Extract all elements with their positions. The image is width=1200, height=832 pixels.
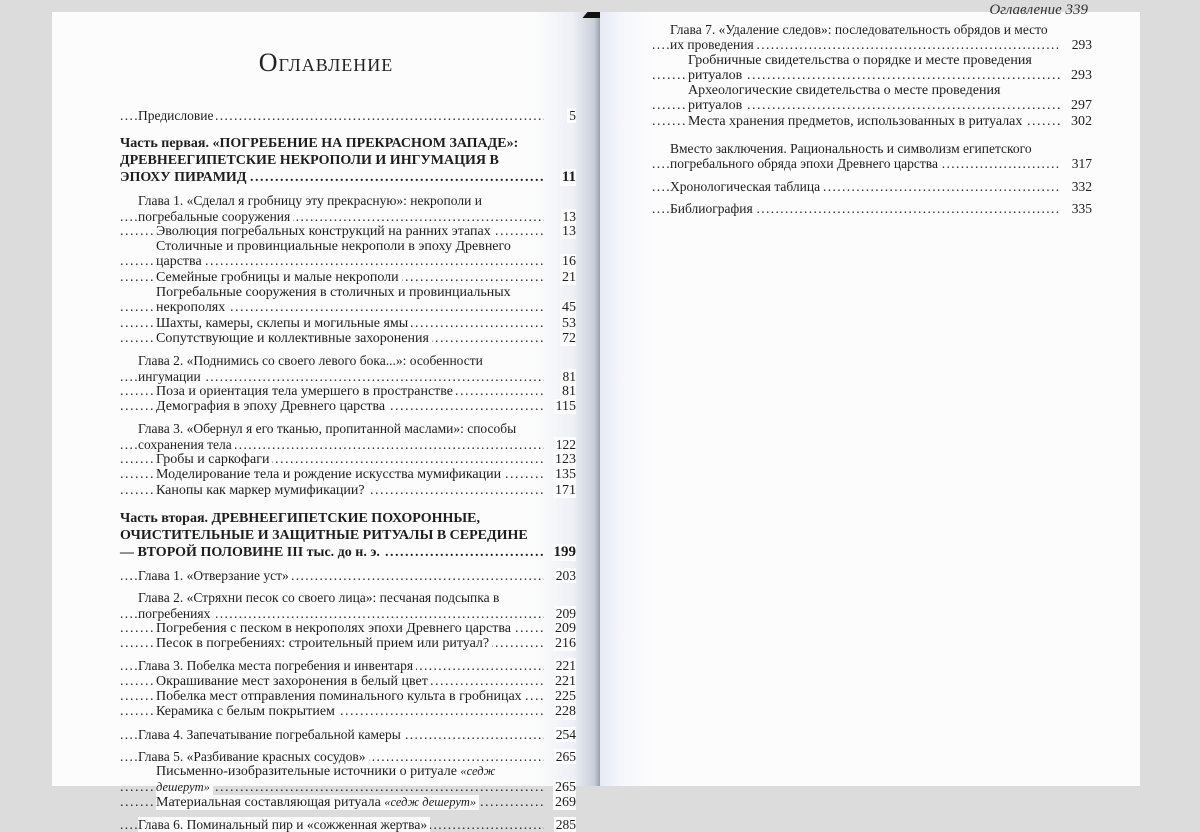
running-header: Оглавление 339 bbox=[989, 2, 1088, 18]
toc-page-number: 228 bbox=[555, 704, 576, 720]
toc-entry-title bbox=[120, 511, 528, 560]
toc-entry-title-text: Хронологическая таблица bbox=[670, 178, 821, 194]
toc-entry-title-text: Материальная составляющая ритуала bbox=[156, 794, 385, 810]
toc-entry-title bbox=[138, 727, 404, 742]
toc-page-number: 16 bbox=[562, 254, 576, 270]
toc-heading: Оглавление bbox=[258, 48, 394, 77]
toc-entry-title bbox=[138, 193, 482, 223]
toc-page-number: 21 bbox=[562, 269, 576, 285]
toc-entry-title bbox=[156, 636, 492, 651]
toc-section-entry[interactable] bbox=[120, 636, 576, 651]
toc-chapter-entry[interactable] bbox=[120, 108, 576, 123]
toc-section-entry[interactable] bbox=[120, 704, 576, 719]
toc-section-entry[interactable] bbox=[120, 467, 576, 482]
toc-section-entry[interactable] bbox=[120, 621, 576, 636]
toc-entry-title bbox=[138, 421, 516, 451]
toc-page-number: 293 bbox=[1071, 37, 1092, 53]
toc-list-left bbox=[120, 108, 576, 832]
toc-section-entry[interactable] bbox=[120, 316, 576, 331]
toc-entry-title bbox=[156, 224, 494, 239]
toc-page-number: 72 bbox=[562, 330, 576, 346]
toc-entry-title bbox=[156, 467, 504, 482]
toc-entry-title-text: Часть первая. «ПОГРЕБЕНИЕ НА ПРЕКРАСНОМ ЗАПАДЕ»: ДРЕВНЕЕГИПЕТСКИЕ НЕКРОПОЛИ И ИНГУМАЦИЯ В ЭПОХУ ПИРАМИД bbox=[120, 136, 519, 186]
toc-entry-title-text: Археологические свидетельства о месте проведения ритуалов bbox=[688, 83, 1001, 114]
toc-entry-title-text: Песок в погребениях: строительный прием или ритуал? bbox=[156, 636, 490, 652]
toc-page-number: 203 bbox=[555, 567, 576, 583]
toc-entry-title bbox=[138, 817, 430, 832]
toc-chapter-entry[interactable] bbox=[652, 22, 1092, 53]
toc-chapter-entry[interactable] bbox=[120, 353, 576, 384]
toc-entry-title-text: Часть вторая. ДРЕВНЕЕГИПЕТСКИЕ ПОХОРОННЫЕ, ОЧИСТИТЕЛЬНЫЕ И ЗАЩИТНЫЕ РИТУАЛЫ В СЕРЕДИНЕ — ВТОРОЙ ПОЛОВИНЕ III тыс. до н. э. bbox=[120, 510, 528, 560]
toc-entry-title bbox=[670, 141, 1032, 171]
toc-page-number: 45 bbox=[562, 300, 576, 316]
toc-entry-title bbox=[156, 795, 479, 810]
toc-section-entry[interactable] bbox=[652, 114, 1092, 129]
toc-section-entry[interactable] bbox=[120, 384, 576, 399]
toc-page-number: 335 bbox=[1071, 200, 1092, 216]
toc-page-number: 221 bbox=[555, 658, 576, 674]
toc-entry-title bbox=[156, 384, 456, 399]
toc-page-number: 11 bbox=[561, 169, 576, 186]
toc-page-number: 332 bbox=[1071, 178, 1092, 194]
toc-page-number: 225 bbox=[555, 689, 576, 705]
toc-section-entry[interactable] bbox=[120, 224, 576, 239]
toc-section-entry[interactable] bbox=[120, 764, 576, 795]
toc-entry-title-text: Моделирование тела и рождение искусства мумификации bbox=[156, 467, 502, 483]
toc-part-entry[interactable] bbox=[120, 510, 576, 561]
toc-section-entry[interactable] bbox=[120, 795, 576, 810]
toc-entry-title bbox=[156, 452, 272, 467]
toc-entry-title bbox=[156, 316, 411, 331]
toc-page-number: 171 bbox=[555, 482, 576, 498]
toc-chapter-entry[interactable] bbox=[120, 193, 576, 224]
toc-entry-title bbox=[156, 674, 431, 689]
toc-page-number: 265 bbox=[555, 779, 576, 795]
toc-section-entry[interactable] bbox=[120, 331, 576, 346]
toc-page-number: 209 bbox=[555, 605, 576, 621]
toc-entry-title-text: Библиография bbox=[670, 200, 753, 216]
toc-chapter-entry[interactable] bbox=[120, 421, 576, 452]
toc-entry-italic-term: «седж дешерут» bbox=[384, 794, 477, 809]
toc-entry-title-text: Погребальные сооружения в столичных и провинциальных некрополях bbox=[156, 285, 511, 316]
toc-page-number: 293 bbox=[1071, 67, 1092, 83]
toc-page-number: 254 bbox=[555, 726, 576, 742]
toc-entry-title-text: Гробы и саркофаги bbox=[156, 452, 270, 468]
toc-entry-title-text: Глава 5. «Разбивание красных сосудов» bbox=[138, 748, 366, 764]
toc-chapter-entry[interactable] bbox=[652, 201, 1092, 216]
toc-page-number: 302 bbox=[1071, 113, 1092, 129]
toc-entry-title bbox=[156, 621, 514, 636]
toc-page-number: 13 bbox=[562, 208, 576, 224]
toc-section-entry[interactable] bbox=[120, 239, 576, 270]
toc-entry-title-text: Сопутствующие и коллективные захоронения bbox=[156, 330, 429, 346]
toc-section-entry[interactable] bbox=[120, 689, 576, 704]
toc-entry-title bbox=[670, 201, 756, 216]
toc-entry-title-text: Погребения с песком в некрополях эпохи Древнего царства bbox=[156, 620, 511, 636]
toc-entry-title-text: Керамика с белым покрытием bbox=[156, 704, 335, 720]
toc-entry-title-text: Семейные гробницы и малые некрополи bbox=[156, 269, 399, 285]
toc-chapter-entry[interactable] bbox=[120, 568, 576, 583]
toc-entry-title-text: Глава 2. «Поднимись со своего левого бока...»: особенности ингумации bbox=[138, 353, 483, 384]
toc-page-number: 122 bbox=[555, 436, 576, 452]
toc-entry-title bbox=[156, 483, 368, 498]
toc-entry-title-text: Глава 3. «Обернул я его тканью, пропитанной маслами»: способы сохранения тела bbox=[138, 421, 517, 452]
toc-entry-title bbox=[156, 704, 338, 719]
toc-entry-title-text: Предисловие bbox=[138, 108, 214, 123]
toc-part-entry[interactable] bbox=[120, 135, 576, 186]
toc-entry-title bbox=[156, 270, 402, 285]
toc-section-entry[interactable] bbox=[120, 285, 576, 316]
toc-page-number: 209 bbox=[555, 620, 576, 636]
toc-page-number: 317 bbox=[1071, 156, 1092, 172]
right-page bbox=[600, 2, 1140, 786]
toc-section-entry[interactable] bbox=[652, 83, 1092, 114]
toc-page-number: 115 bbox=[555, 399, 576, 415]
toc-entry-title-text: Глава 2. «Стряхни песок со своего лица»: песчаная подсыпка в погребениях bbox=[138, 590, 500, 621]
toc-entry-title-text: Гробничные свидетельства о порядке и месте проведения ритуалов bbox=[688, 52, 1032, 83]
toc-entry-title bbox=[138, 590, 499, 620]
toc-entry-title-text: Канопы как маркер мумификации? bbox=[156, 482, 365, 498]
toc-section-entry[interactable] bbox=[120, 452, 576, 467]
toc-entry-title-text: Вместо заключения. Рациональность и символизм египетского погребального обряда эпохи Древнего царства bbox=[670, 141, 1032, 172]
toc-chapter-entry[interactable] bbox=[120, 590, 576, 621]
toc-page-number: 5 bbox=[569, 108, 576, 123]
toc-entry-title-text: Демография в эпоху Древнего царства bbox=[156, 399, 386, 415]
toc-page-number: 199 bbox=[553, 543, 576, 560]
toc-entry-title bbox=[156, 285, 511, 315]
toc-entry-title-text: Побелка мест отправления поминального культа в гробницах bbox=[156, 689, 522, 705]
toc-page-number: 123 bbox=[555, 452, 576, 468]
toc-chapter-entry[interactable] bbox=[120, 817, 576, 832]
toc-entry-title-text: Окрашивание мест захоронения в белый цвет bbox=[156, 673, 428, 689]
toc-section-entry[interactable] bbox=[120, 674, 576, 689]
toc-page-number: 81 bbox=[562, 368, 576, 384]
toc-entry-title-text: Столичные и провинциальные некрополи в эпоху Древнего царства bbox=[156, 239, 511, 270]
toc-entry-title bbox=[156, 764, 495, 794]
toc-entry-title bbox=[138, 658, 416, 673]
toc-page-number: 81 bbox=[562, 383, 576, 399]
toc-chapter-entry[interactable] bbox=[652, 179, 1092, 194]
toc-entry-title bbox=[670, 179, 823, 194]
toc-entry-title bbox=[156, 399, 388, 414]
toc-page-number: 13 bbox=[562, 223, 576, 239]
toc-page-number: 221 bbox=[555, 673, 576, 689]
toc-section-entry[interactable] bbox=[652, 53, 1092, 84]
toc-entry-title bbox=[688, 83, 1000, 113]
toc-chapter-entry[interactable] bbox=[120, 749, 576, 764]
toc-entry-title-text: Эволюция погребальных конструкций на ранних этапах bbox=[156, 223, 491, 239]
toc-page-number: 285 bbox=[555, 817, 576, 832]
toc-entry-title bbox=[688, 53, 1032, 83]
toc-entry-title-text: Глава 4. Запечатывание погребальной камеры bbox=[138, 726, 401, 742]
toc-page-number: 269 bbox=[555, 794, 576, 810]
toc-entry-title bbox=[138, 568, 292, 583]
toc-entry-title bbox=[138, 749, 369, 764]
toc-page-number: 297 bbox=[1071, 98, 1092, 114]
toc-entry-title bbox=[138, 353, 483, 383]
toc-entry-title bbox=[688, 114, 1025, 129]
toc-entry-title bbox=[156, 239, 511, 269]
toc-entry-title bbox=[670, 22, 1048, 52]
left-page bbox=[52, 12, 600, 832]
toc-list-right bbox=[652, 22, 1092, 216]
toc-chapter-entry[interactable] bbox=[120, 658, 576, 673]
toc-page-number: 135 bbox=[555, 467, 576, 483]
toc-entry-title bbox=[156, 689, 525, 704]
toc-chapter-entry[interactable] bbox=[652, 141, 1092, 172]
toc-section-entry[interactable] bbox=[120, 270, 576, 285]
toc-section-entry[interactable] bbox=[120, 399, 576, 414]
toc-page-number: 216 bbox=[555, 636, 576, 652]
toc-entry-italic-term: «седж дешерут» bbox=[156, 764, 496, 794]
toc-entry-title-text: Глава 1. «Отверзание уст» bbox=[138, 567, 289, 583]
toc-entry-title-text: Шахты, камеры, склепы и могильные ямы bbox=[156, 315, 409, 331]
toc-entry-title-text: Поза и ориентация тела умершего в пространстве bbox=[156, 383, 454, 399]
toc-entry-title-text: Глава 3. Побелка места погребения и инвентаря bbox=[138, 658, 414, 674]
toc-entry-title bbox=[156, 331, 432, 346]
toc-entry-title-text: Глава 7. «Удаление следов»: последовательность обрядов и место их проведения bbox=[670, 22, 1048, 53]
toc-chapter-entry[interactable] bbox=[120, 727, 576, 742]
toc-entry-title bbox=[138, 108, 216, 123]
toc-entry-title-text: Глава 6. Поминальный пир и «сожженная жертва» bbox=[138, 817, 428, 832]
toc-entry-title bbox=[120, 136, 518, 185]
toc-page-number: 265 bbox=[555, 748, 576, 764]
toc-entry-title-text: Места хранения предметов, использованных в ритуалах bbox=[688, 113, 1023, 129]
toc-entry-title-text: Письменно-изобразительные источники о ритуале bbox=[156, 764, 457, 780]
toc-entry-title-text: Глава 1. «Сделал я гробницу эту прекрасную»: некрополи и погребальные сооружения bbox=[138, 193, 482, 224]
toc-section-entry[interactable] bbox=[120, 483, 576, 498]
toc-page-number: 53 bbox=[562, 315, 576, 331]
